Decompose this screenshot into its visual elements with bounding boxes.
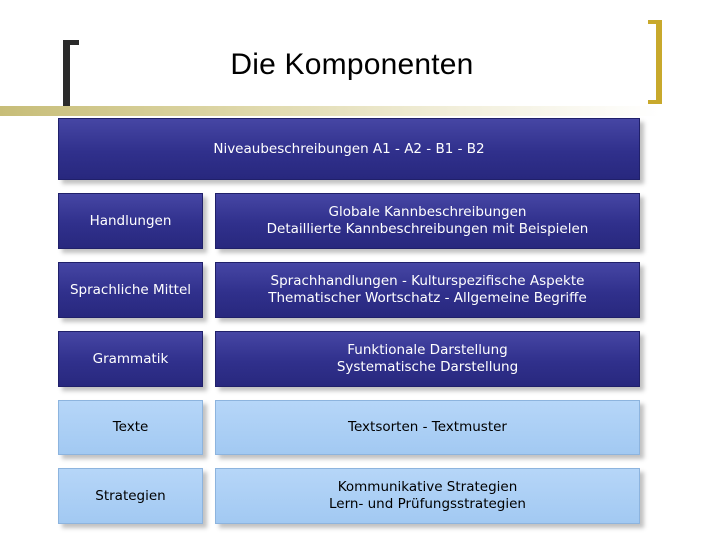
row-label-handlungen (58, 193, 203, 249)
detail-line: Globale Kannbeschreibungen (328, 204, 527, 220)
row-label-strategien (58, 468, 203, 524)
row-label-text: Sprachliche Mittel (69, 281, 192, 298)
row-label-texte (58, 400, 203, 455)
left-bracket-top-arm (63, 40, 79, 45)
row-label-text: Grammatik (92, 350, 169, 367)
detail-line: Sprachhandlungen - Kulturspezifische Aspekte (270, 273, 585, 289)
row-label-text: Texte (112, 419, 149, 435)
detail-line: Funktionale Darstellung (347, 342, 508, 358)
page-title: Die Komponenten (230, 48, 474, 81)
header-text: Niveaubeschreibungen A1 - A2 - B1 - B2 (213, 140, 485, 157)
detail-line: Kommunikative Strategien (337, 479, 518, 495)
row-detail-strategien (215, 468, 640, 524)
detail-line: Textsorten - Textmuster (348, 419, 507, 435)
detail-line: Detaillierte Kannbeschreibungen mit Beispielen (266, 221, 589, 237)
row-detail-sprachliche-mittel (215, 262, 640, 318)
row-label-grammatik (58, 331, 203, 387)
row-detail-handlungen (215, 193, 640, 249)
row-label-sprachliche-mittel (58, 262, 203, 318)
row-detail-grammatik (215, 331, 640, 387)
detail-line: Systematische Darstellung (336, 359, 519, 375)
row-label-text: Handlungen (89, 212, 172, 229)
right-bracket-bottom-arm (648, 100, 662, 104)
row-detail-texte (215, 400, 640, 455)
detail-line: Lern- und Prüfungsstrategien (328, 496, 526, 512)
row-label-text: Strategien (95, 487, 166, 504)
title-underline-bar (0, 106, 660, 116)
right-bracket-top-arm (648, 20, 662, 24)
detail-line: Thematischer Wortschatz - Allgemeine Begriffe (268, 290, 587, 306)
header-box (58, 118, 640, 180)
